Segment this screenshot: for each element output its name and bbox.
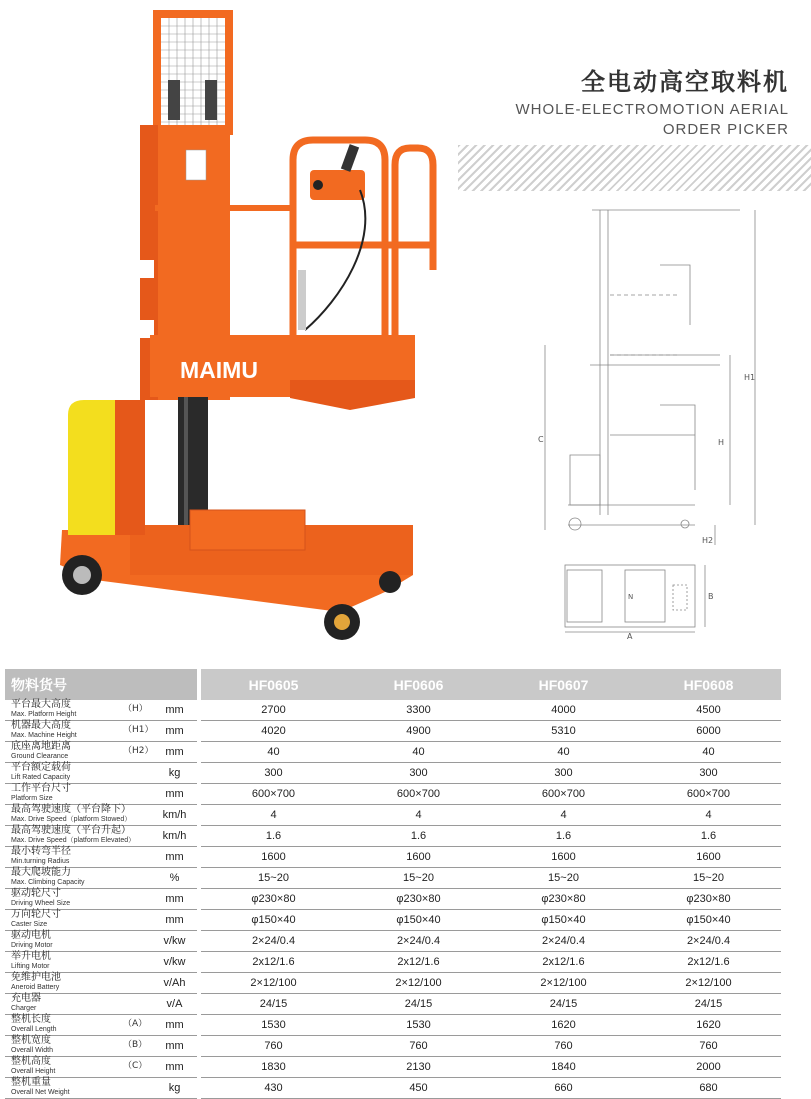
spec-unit: v/kw (152, 931, 197, 952)
title-english (489, 100, 789, 140)
title-english-line1: WHOLE-ELECTROMOTION AERIAL (515, 101, 789, 118)
spec-value: 1.6 (636, 826, 781, 847)
spec-value: 4000 (491, 700, 636, 721)
spec-name (5, 868, 152, 889)
spec-code: （H） (123, 704, 148, 714)
spec-name-cn: 整机重量 (11, 1077, 51, 1088)
spec-value: 24/15 (636, 994, 781, 1015)
spec-name-en: Max. Platform Height (11, 711, 77, 718)
spec-name-en: Driving Wheel Size (11, 900, 71, 907)
dim-h: H (718, 438, 725, 447)
spec-value: 2x12/1.6 (491, 952, 636, 973)
spec-unit: mm (152, 721, 197, 742)
spec-name-en: Min.turning Radius (11, 858, 70, 865)
spec-unit: kg (152, 1078, 197, 1099)
spec-value: 450 (346, 1078, 491, 1099)
spec-value: 6000 (636, 721, 781, 742)
spec-value: 2×12/100 (636, 973, 781, 994)
table-row (5, 931, 781, 952)
technical-drawing-top (555, 560, 720, 640)
table-row (5, 742, 781, 763)
spec-name-cn: 驱动电机 (11, 930, 51, 941)
spec-value: 2×12/100 (346, 973, 491, 994)
spec-value: 2000 (636, 1057, 781, 1078)
spec-value: 15~20 (491, 868, 636, 889)
table-row (5, 1057, 781, 1078)
table-row (5, 784, 781, 805)
spec-name (5, 721, 152, 742)
spec-value: φ230×80 (491, 889, 636, 910)
spec-name-en: Overall Net Weight (11, 1089, 70, 1096)
spec-value: 24/15 (201, 994, 346, 1015)
spec-name-en: Max. Drive Speed（platform Stowed） (11, 816, 132, 823)
spec-value: 1620 (636, 1015, 781, 1036)
table-row (5, 1015, 781, 1036)
spec-value: 300 (636, 763, 781, 784)
spec-value: 4 (201, 805, 346, 826)
spec-name-cn: 平台额定载荷 (11, 762, 71, 773)
spec-value: 15~20 (201, 868, 346, 889)
spec-value: 430 (201, 1078, 346, 1099)
spec-value: 760 (346, 1036, 491, 1057)
spec-name (5, 847, 152, 868)
spec-name (5, 973, 152, 994)
table-row (5, 889, 781, 910)
order-picker-image (0, 0, 460, 660)
spec-value: 3300 (346, 700, 491, 721)
spec-value: 1600 (201, 847, 346, 868)
table-row (5, 700, 781, 721)
spec-value: φ230×80 (201, 889, 346, 910)
spec-name-cn: 充电器 (11, 993, 41, 1004)
spec-value: 1.6 (201, 826, 346, 847)
spec-value: φ150×40 (636, 910, 781, 931)
spec-value: 4900 (346, 721, 491, 742)
spec-name (5, 1015, 152, 1036)
spec-value: 1.6 (346, 826, 491, 847)
spec-value: 1840 (491, 1057, 636, 1078)
spec-value: 1600 (346, 847, 491, 868)
table-row (5, 868, 781, 889)
spec-name (5, 952, 152, 973)
spec-value: 1600 (491, 847, 636, 868)
spec-name-cn: 最高驾驶速度（平台降下） (11, 804, 131, 815)
spec-name-en: Max. Drive Speed（platform Elevated） (11, 837, 136, 844)
spec-name-cn: 最高驾驶速度（平台升起） (11, 825, 131, 836)
spec-value: 40 (346, 742, 491, 763)
spec-value: 760 (201, 1036, 346, 1057)
spec-unit: mm (152, 847, 197, 868)
spec-name (5, 763, 152, 784)
dim-b: B (708, 592, 714, 601)
dim-h2: H2 (702, 536, 714, 545)
spec-code: （A） (123, 1019, 148, 1029)
spec-value: 1.6 (491, 826, 636, 847)
spec-value: φ230×80 (346, 889, 491, 910)
spec-name-cn: 举升电机 (11, 951, 51, 962)
spec-value: 300 (346, 763, 491, 784)
spec-value: φ150×40 (201, 910, 346, 931)
spec-value: 4 (346, 805, 491, 826)
spec-name (5, 784, 152, 805)
spec-unit: mm (152, 889, 197, 910)
spec-value: 1620 (491, 1015, 636, 1036)
spec-value: 2×24/0.4 (491, 931, 636, 952)
spec-value: 2×12/100 (491, 973, 636, 994)
spec-value: 2×24/0.4 (346, 931, 491, 952)
spec-name-cn: 整机高度 (11, 1056, 51, 1067)
spec-name-en: Lift Rated Capacity (11, 774, 71, 781)
spec-name (5, 742, 152, 763)
spec-name-cn: 机器最大高度 (11, 720, 71, 731)
spec-name-cn: 免维护电池 (11, 972, 61, 983)
spec-value: 5310 (491, 721, 636, 742)
spec-unit: v/kw (152, 952, 197, 973)
spec-unit: mm (152, 1036, 197, 1057)
spec-value: φ150×40 (346, 910, 491, 931)
spec-name (5, 700, 152, 721)
spec-header-row (5, 669, 781, 700)
spec-unit: mm (152, 910, 197, 931)
spec-unit: mm (152, 1057, 197, 1078)
spec-name-en: Lifting Motor (11, 963, 50, 970)
table-row (5, 973, 781, 994)
spec-unit: mm (152, 742, 197, 763)
spec-name-cn: 驱动轮尺寸 (11, 888, 61, 899)
spec-value: 300 (491, 763, 636, 784)
spec-name (5, 910, 152, 931)
spec-value: 15~20 (636, 868, 781, 889)
spec-name (5, 931, 152, 952)
spec-name-en: Platform Size (11, 795, 53, 802)
spec-value: 600×700 (201, 784, 346, 805)
spec-value: 24/15 (346, 994, 491, 1015)
model-header: HF0607 (491, 669, 636, 700)
model-header: HF0606 (346, 669, 491, 700)
spec-value: 2700 (201, 700, 346, 721)
spec-name (5, 826, 152, 847)
table-row (5, 763, 781, 784)
spec-name-en: Aneroid Battery (11, 984, 60, 991)
spec-unit: mm (152, 1015, 197, 1036)
spec-value: φ230×80 (636, 889, 781, 910)
spec-header-label: 物料货号 (5, 669, 197, 700)
spec-value: 2x12/1.6 (636, 952, 781, 973)
spec-value: 1530 (201, 1015, 346, 1036)
spec-value: 24/15 (491, 994, 636, 1015)
spec-name (5, 805, 152, 826)
title-english-line2: ORDER PICKER (662, 121, 789, 138)
model-header: HF0608 (636, 669, 781, 700)
table-row (5, 847, 781, 868)
table-row (5, 952, 781, 973)
spec-name-en: Max. Machine Height (11, 732, 77, 739)
spec-value: 1600 (636, 847, 781, 868)
spec-value: 40 (636, 742, 781, 763)
spec-name-en: Ground Clearance (11, 753, 69, 760)
spec-value: 1530 (346, 1015, 491, 1036)
spec-name-cn: 工作平台尺寸 (11, 783, 71, 794)
dim-c: C (538, 435, 544, 444)
spec-value: 660 (491, 1078, 636, 1099)
spec-name-cn: 底座离地距离 (11, 741, 71, 752)
spec-value: 4 (636, 805, 781, 826)
spec-name-cn: 最大爬坡能力 (11, 867, 71, 878)
spec-name-en: Charger (11, 1005, 37, 1012)
table-row (5, 805, 781, 826)
spec-value: 2×24/0.4 (201, 931, 346, 952)
spec-value: 600×700 (346, 784, 491, 805)
spec-value: 40 (491, 742, 636, 763)
spec-name (5, 994, 152, 1015)
spec-value: 2x12/1.6 (201, 952, 346, 973)
spec-value: 600×700 (491, 784, 636, 805)
spec-value: 760 (491, 1036, 636, 1057)
table-row (5, 994, 781, 1015)
spec-name-en: Overall Height (11, 1068, 56, 1075)
table-row (5, 721, 781, 742)
spec-unit: km/h (152, 805, 197, 826)
spec-name-cn: 万向轮尺寸 (11, 909, 61, 920)
spec-name-cn: 最小转弯半径 (11, 846, 71, 857)
title-chinese: 全电动高空取料机 (581, 68, 789, 96)
spec-name-cn: 平台最大高度 (11, 699, 71, 710)
spec-name-en: Caster Size (11, 921, 48, 928)
spec-value: 2x12/1.6 (346, 952, 491, 973)
spec-value: 2×12/100 (201, 973, 346, 994)
spec-name-en: Overall Length (11, 1026, 57, 1033)
spec-name-en: Max. Climbing Capacity (11, 879, 85, 886)
spec-unit: v/Ah (152, 973, 197, 994)
spec-value: 300 (201, 763, 346, 784)
spec-unit: kg (152, 763, 197, 784)
spec-value: 15~20 (346, 868, 491, 889)
spec-code: （H2） (123, 746, 154, 756)
model-header: HF0605 (201, 669, 346, 700)
spec-value: 600×700 (636, 784, 781, 805)
spec-value: 2130 (346, 1057, 491, 1078)
table-row (5, 826, 781, 847)
spec-code: （H1） (123, 725, 154, 735)
spec-name-cn: 整机长度 (11, 1014, 51, 1025)
table-row (5, 910, 781, 931)
spec-code: （C） (123, 1061, 148, 1071)
dim-n: N (628, 593, 634, 601)
spec-unit: km/h (152, 826, 197, 847)
spec-value: 4020 (201, 721, 346, 742)
spec-value: 40 (201, 742, 346, 763)
spec-code: （B） (123, 1040, 148, 1050)
spec-unit: % (152, 868, 197, 889)
spec-value: 680 (636, 1078, 781, 1099)
spec-name-en: Driving Motor (11, 942, 53, 949)
spec-unit: mm (152, 784, 197, 805)
spec-value: 4500 (636, 700, 781, 721)
decorative-stripe (458, 145, 811, 191)
spec-name-en: Overall Width (11, 1047, 54, 1054)
spec-unit: mm (152, 700, 197, 721)
dim-a: A (627, 632, 633, 640)
spec-unit: v/A (152, 994, 197, 1015)
spec-table (5, 669, 781, 1099)
spec-name (5, 889, 152, 910)
spec-value: 2×24/0.4 (636, 931, 781, 952)
spec-value: 4 (491, 805, 636, 826)
spec-value: φ150×40 (491, 910, 636, 931)
spec-name (5, 1036, 152, 1057)
spec-name-cn: 整机宽度 (11, 1035, 51, 1046)
dim-h1: H1 (744, 373, 756, 382)
brand-logo: MAIMU (180, 357, 258, 383)
spec-value: 760 (636, 1036, 781, 1057)
spec-name (5, 1057, 152, 1078)
table-row (5, 1036, 781, 1057)
spec-value: 1830 (201, 1057, 346, 1078)
